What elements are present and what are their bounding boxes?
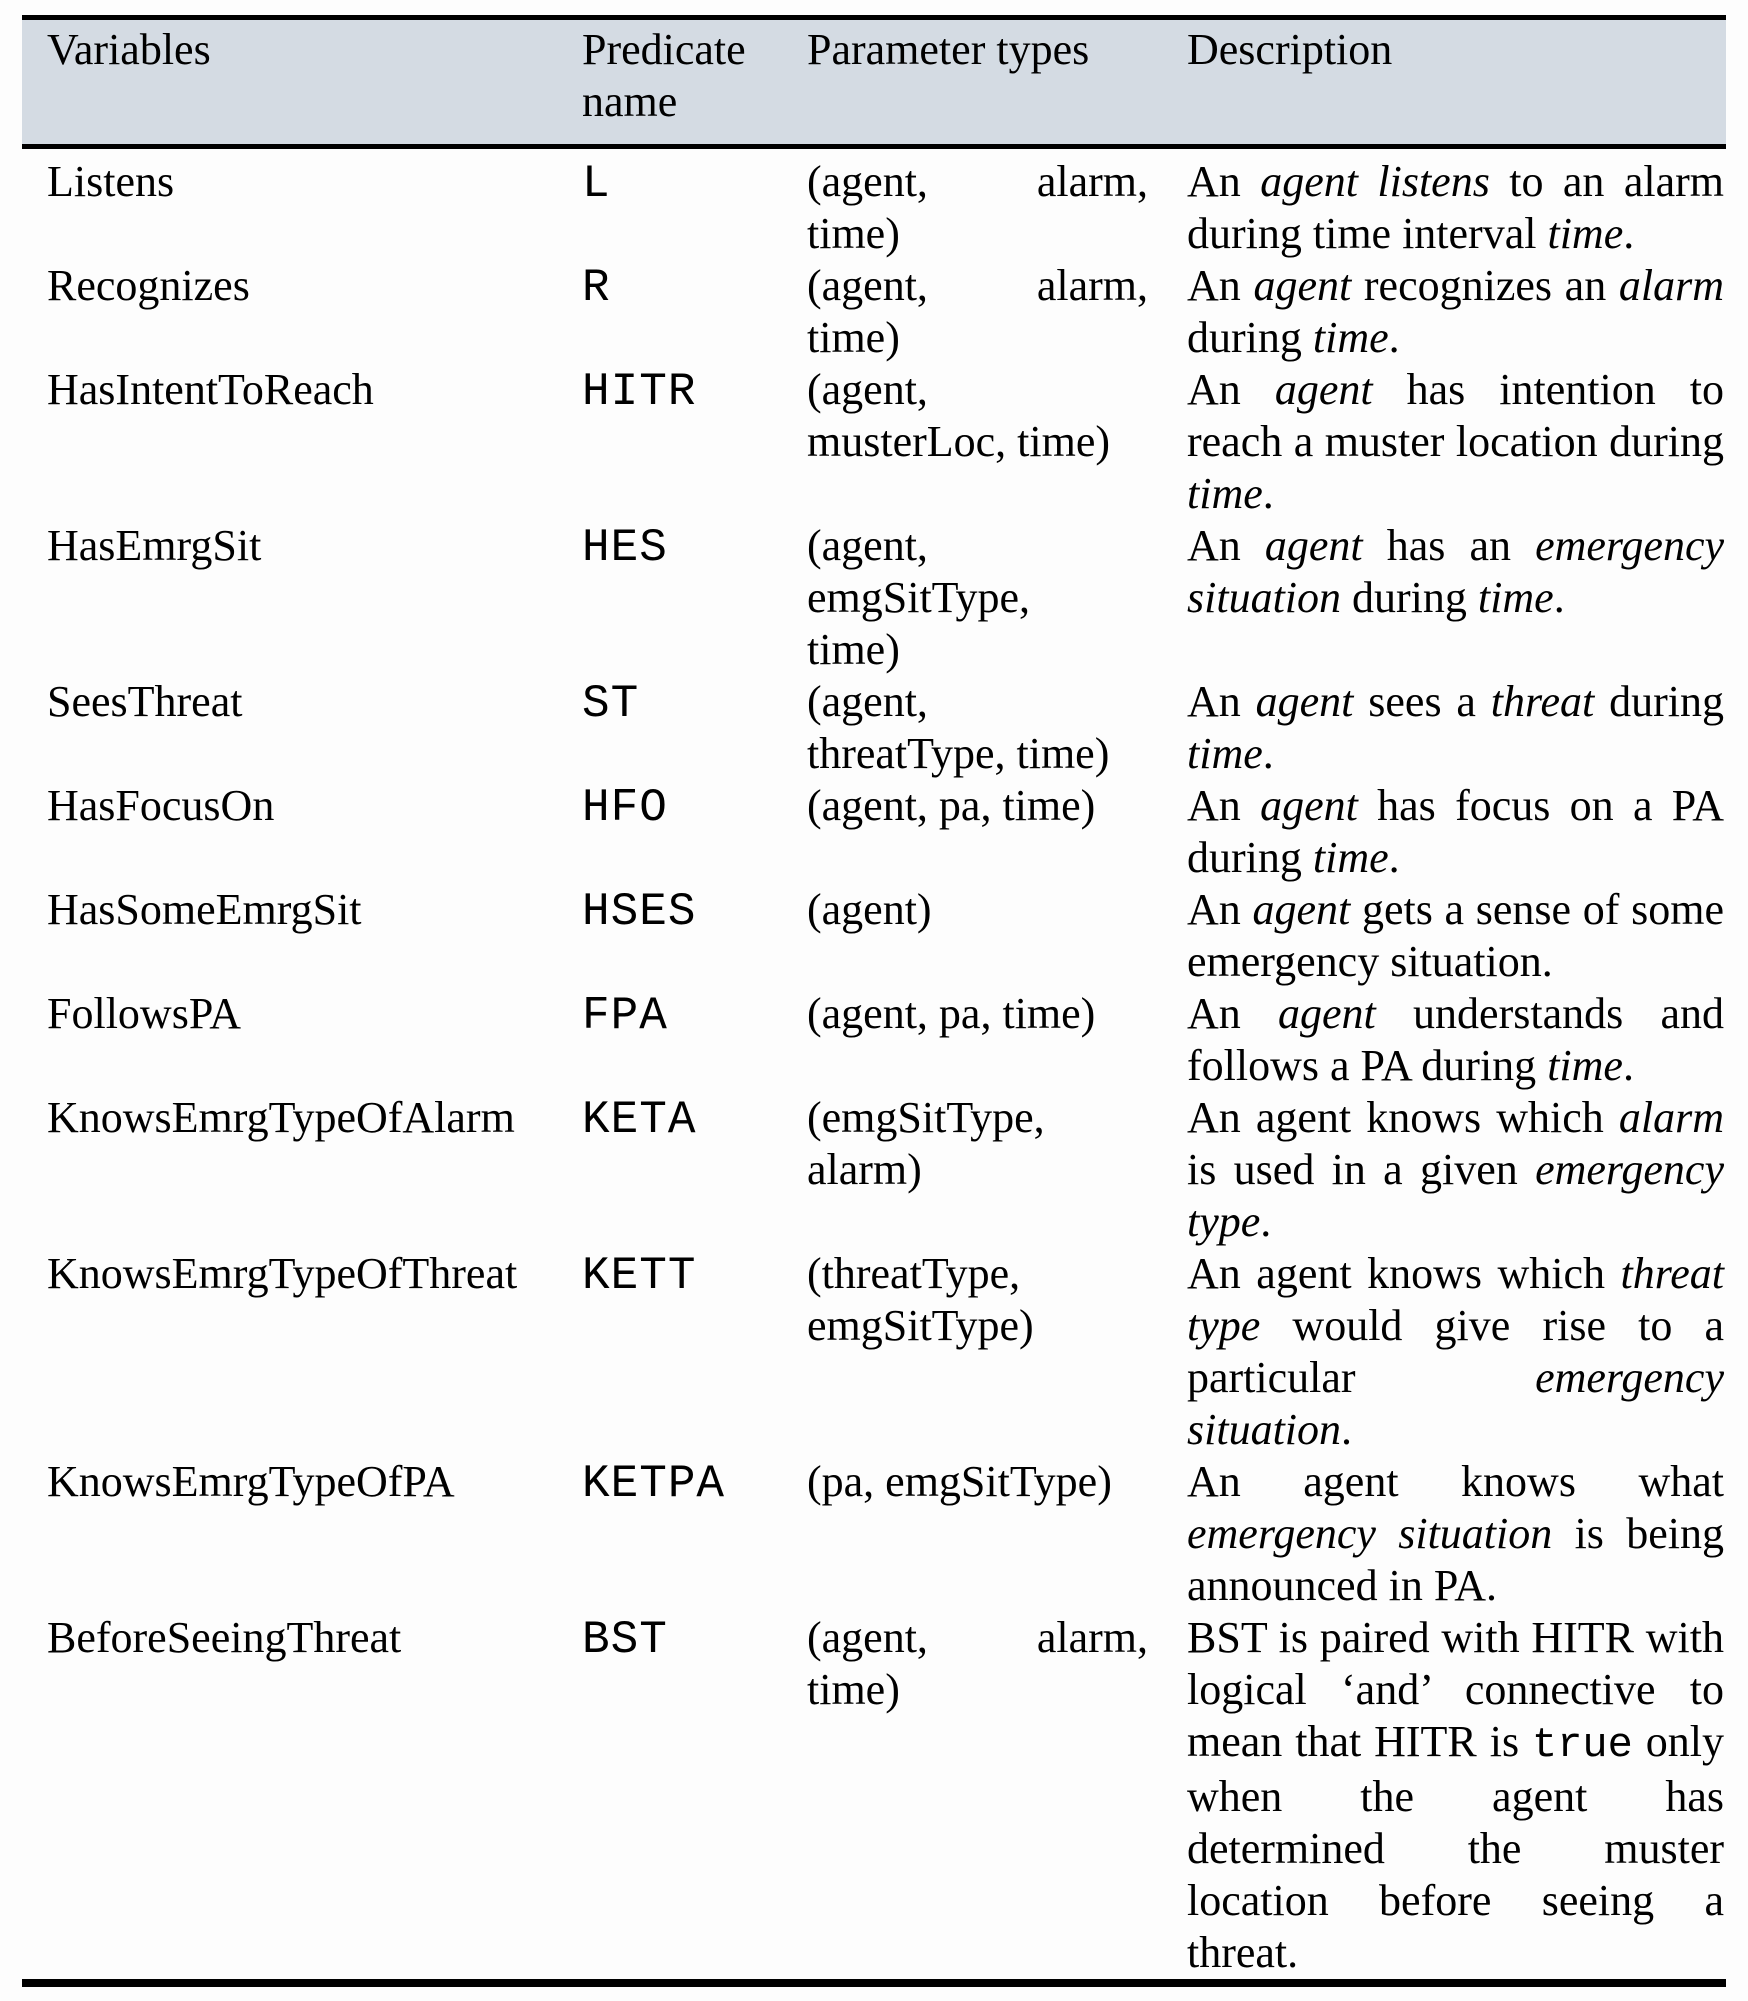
description-cell (1162, 1248, 1726, 1456)
predicate-cell (557, 780, 782, 884)
parameter-cell (782, 1612, 1162, 1983)
parameter-chunk: (agent, (807, 365, 928, 414)
predicate-name: L (582, 158, 611, 210)
parameter-cell (782, 1092, 1162, 1248)
parameter-cell (782, 988, 1162, 1092)
predicate-cell (557, 147, 782, 261)
table-row (22, 364, 1726, 520)
parameter-chunk: (agent, (807, 1613, 928, 1662)
parameter-line (807, 624, 1148, 676)
description-segment: emergency situation (1187, 1509, 1553, 1558)
description-segment: alarm (1618, 261, 1724, 310)
variable-cell: HasFocusOn (47, 781, 275, 830)
description-cell (1162, 364, 1726, 520)
table-row (22, 1456, 1726, 1612)
description-segment: during (1341, 573, 1478, 622)
description-segment: time (1187, 469, 1263, 518)
description-segment: . (1622, 1041, 1634, 1090)
table-row (22, 260, 1726, 364)
description-segment: An (1187, 157, 1261, 206)
parameter-cell (782, 780, 1162, 884)
parameter-line (807, 572, 1148, 624)
parameter-chunk: (agent) (807, 885, 932, 934)
variable-cell: HasEmrgSit (47, 521, 262, 570)
description-segment: emergency type (1187, 1145, 1724, 1246)
parameter-chunk: threatType, time) (807, 729, 1110, 778)
predicate-cell (557, 988, 782, 1092)
parameter-chunk: musterLoc, time) (807, 417, 1111, 466)
predicate-name: BST (582, 1614, 668, 1666)
parameter-chunk: (agent, (807, 157, 928, 206)
parameter-line (807, 988, 1148, 1040)
description-cell (1162, 260, 1726, 364)
parameter-chunk: (threatType, (807, 1249, 1021, 1298)
description-segment: recognizes an (1351, 261, 1619, 310)
description-segment: has intention to reach a muster location during (1187, 365, 1724, 466)
parameter-cell (782, 884, 1162, 988)
description-segment: true (1532, 1721, 1633, 1769)
description-segment: is being announced in PA. (1187, 1509, 1725, 1610)
parameter-chunk: emgSitType, (807, 573, 1031, 622)
description-segment: to an alarm during time interval (1187, 157, 1724, 258)
description-segment: . (1388, 833, 1400, 882)
description-segment: agent (1278, 989, 1376, 1038)
description-segment: An (1187, 885, 1253, 934)
predicate-cell (557, 676, 782, 780)
parameter-chunk: alarm, (1036, 157, 1148, 206)
table-row (22, 520, 1726, 676)
description-segment: . (1260, 1197, 1272, 1246)
parameter-line (807, 1248, 1148, 1300)
parameter-cell (782, 676, 1162, 780)
predicate-cell (557, 1456, 782, 1612)
table-row (22, 884, 1726, 988)
table-row (22, 676, 1726, 780)
description-segment: . (1623, 209, 1635, 258)
description-cell (1162, 1612, 1726, 1983)
table-header (22, 18, 1726, 147)
table-row (22, 147, 1726, 261)
predicate-name: HES (582, 522, 668, 574)
predicate-cell (557, 1248, 782, 1456)
description-segment: An (1187, 677, 1256, 726)
predicate-cell (557, 364, 782, 520)
parameter-line (807, 1144, 1148, 1196)
variable-cell: KnowsEmrgTypeOfAlarm (47, 1093, 515, 1142)
description-segment: only when the agent has determined the muster location before seeing a threat. (1187, 1717, 1724, 1977)
header-variables: Variables (22, 18, 557, 147)
header-predicate-name: Predicate name (557, 18, 782, 147)
description-segment: . (1262, 729, 1274, 778)
description-cell (1162, 1092, 1726, 1248)
description-cell (1162, 520, 1726, 676)
description-cell (1162, 884, 1726, 988)
parameter-chunk: time) (807, 1665, 900, 1714)
parameter-chunk: time) (807, 625, 900, 674)
description-segment: during (1594, 677, 1724, 726)
description-segment: emergency situation (1187, 1353, 1724, 1454)
parameter-chunk: alarm, (1036, 1613, 1148, 1662)
header-description: Description (1162, 18, 1726, 147)
variable-cell: KnowsEmrgTypeOfPA (47, 1457, 455, 1506)
description-segment: alarm (1618, 1093, 1724, 1142)
variable-cell: SeesThreat (47, 677, 243, 726)
table-row (22, 780, 1726, 884)
description-segment: would give rise to a particular (1187, 1301, 1724, 1402)
parameter-chunk: (agent, pa, time) (807, 781, 1096, 830)
parameter-line (807, 1092, 1148, 1144)
predicate-cell (557, 1092, 782, 1248)
parameter-line (807, 1300, 1148, 1352)
description-segment: understands and follows a PA during (1187, 989, 1724, 1090)
predicate-name: FPA (582, 990, 668, 1042)
parameter-cell (782, 1456, 1162, 1612)
predicate-name: KETPA (582, 1458, 726, 1510)
parameter-chunk: (agent, pa, time) (807, 989, 1096, 1038)
parameter-chunk: (pa, emgSitType) (807, 1457, 1112, 1506)
predicate-cell (557, 520, 782, 676)
parameter-chunk: alarm, (1036, 261, 1148, 310)
parameter-line (807, 1664, 1148, 1716)
predicate-name: HSES (582, 886, 697, 938)
description-segment: agent (1274, 365, 1373, 414)
description-segment: agent listens (1260, 157, 1490, 206)
parameter-cell (782, 364, 1162, 520)
description-segment: sees a (1353, 677, 1491, 726)
predicate-cell (557, 884, 782, 988)
description-segment: An (1187, 521, 1265, 570)
description-segment: An agent knows which (1187, 1249, 1621, 1298)
table-row (22, 988, 1726, 1092)
parameter-line (807, 1612, 1148, 1664)
description-segment: time (1312, 313, 1389, 362)
parameter-chunk: alarm) (807, 1145, 922, 1194)
table-row (22, 1612, 1726, 1983)
table-body (22, 147, 1726, 1984)
predicate-name: R (582, 262, 611, 314)
table-header-row (22, 18, 1726, 147)
description-segment: threat (1490, 677, 1595, 726)
variable-cell: Listens (47, 157, 175, 206)
description-segment: is used in a given (1187, 1145, 1536, 1194)
parameter-cell (782, 520, 1162, 676)
description-segment: . (1341, 1405, 1353, 1454)
predicate-name: KETA (582, 1094, 697, 1146)
parameter-line (807, 520, 1148, 572)
parameter-line (807, 780, 1148, 832)
description-segment: An (1187, 365, 1275, 414)
parameter-chunk: (emgSitType, (807, 1093, 1045, 1142)
parameter-line (807, 364, 1148, 416)
parameter-line (807, 416, 1148, 468)
variable-cell: KnowsEmrgTypeOfThreat (47, 1249, 518, 1298)
description-segment: BST is paired with HITR with logical ‘and’ connective to mean that HITR is (1187, 1613, 1724, 1766)
header-parameter-types: Parameter types (782, 18, 1162, 147)
parameter-line (807, 728, 1148, 780)
description-cell (1162, 1456, 1726, 1612)
predicate-cell (557, 1612, 782, 1983)
variable-cell: BeforeSeeingThreat (47, 1613, 402, 1662)
table-row (22, 1092, 1726, 1248)
parameter-line (807, 884, 1148, 936)
parameter-line (807, 208, 1148, 260)
description-segment: agent (1264, 521, 1363, 570)
parameter-chunk: time) (807, 209, 900, 258)
description-segment: threat type (1187, 1249, 1724, 1350)
description-segment: . (1553, 573, 1565, 622)
description-segment: has focus on a PA during (1187, 781, 1724, 882)
parameter-line (807, 312, 1148, 364)
predicate-variables-table (22, 15, 1726, 1987)
description-segment: has an (1362, 521, 1536, 570)
description-segment: during (1187, 313, 1313, 362)
parameter-chunk: time) (807, 313, 900, 362)
predicate-name: KETT (582, 1250, 697, 1302)
parameter-line (807, 676, 1148, 728)
variable-cell: FollowsPA (47, 989, 242, 1038)
description-cell (1162, 780, 1726, 884)
parameter-line (807, 156, 1148, 208)
description-segment: agent (1255, 677, 1354, 726)
description-segment: agent (1253, 261, 1352, 310)
parameter-cell (782, 147, 1162, 261)
description-segment: An (1187, 989, 1279, 1038)
parameter-cell (782, 260, 1162, 364)
description-segment: An (1187, 781, 1261, 830)
description-segment: An agent knows which (1187, 1093, 1619, 1142)
description-segment: An agent knows what (1187, 1457, 1724, 1506)
predicate-name: HITR (582, 366, 697, 418)
description-segment: time (1547, 1041, 1623, 1090)
description-cell (1162, 988, 1726, 1092)
table-row (22, 1248, 1726, 1456)
description-segment: An (1187, 261, 1254, 310)
variable-cell: HasIntentToReach (47, 365, 374, 414)
parameter-line (807, 260, 1148, 312)
parameter-line (807, 1456, 1148, 1508)
parameter-cell (782, 1248, 1162, 1456)
description-segment: agent (1260, 781, 1358, 830)
variable-cell: HasSomeEmrgSit (47, 885, 362, 934)
predicate-name: ST (582, 678, 640, 730)
description-cell (1162, 676, 1726, 780)
predicate-cell (557, 260, 782, 364)
description-cell (1162, 147, 1726, 261)
description-segment: gets a sense of some emergency situation. (1187, 885, 1724, 986)
parameter-chunk: (agent, (807, 677, 928, 726)
variable-cell: Recognizes (47, 261, 250, 310)
description-segment: . (1262, 469, 1274, 518)
description-segment: time (1477, 573, 1554, 622)
description-segment: agent (1252, 885, 1351, 934)
description-segment: . (1388, 313, 1400, 362)
description-segment: time (1187, 729, 1263, 778)
parameter-chunk: (agent, (807, 261, 928, 310)
description-segment: time (1547, 209, 1624, 258)
description-segment: emergency situation (1187, 521, 1725, 622)
parameter-chunk: (agent, (807, 521, 928, 570)
description-segment: time (1312, 833, 1389, 882)
parameter-chunk: emgSitType) (807, 1301, 1034, 1350)
predicate-name: HFO (582, 782, 668, 834)
